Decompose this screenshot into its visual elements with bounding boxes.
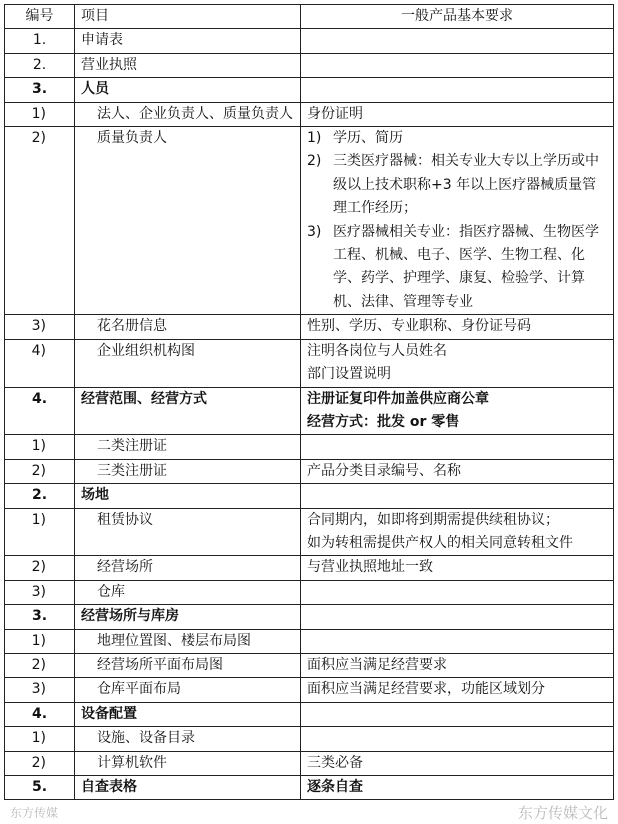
row-requirement [301, 102, 614, 126]
requirement-text: 三类必备 [307, 754, 363, 771]
requirement-text: 面积应当满足经营要求，功能区域划分 [307, 681, 545, 698]
row-item: 质量负责人 [75, 127, 301, 315]
row-number: 3. [5, 605, 75, 629]
watermark-bar [4, 800, 614, 824]
requirement-text: 注明各岗位与人员姓名 [307, 342, 447, 359]
table-row [5, 78, 614, 102]
list-text: 学历、简历 [333, 130, 403, 147]
requirement-list-item [307, 127, 607, 150]
table-row [5, 387, 614, 435]
row-requirement [301, 605, 614, 629]
table-row [5, 702, 614, 726]
row-item: 人员 [75, 78, 301, 102]
row-number: 4) [5, 339, 75, 387]
requirement-text: 产品分类目录编号、名称 [307, 462, 461, 479]
row-number: 2) [5, 459, 75, 483]
row-item: 场地 [75, 484, 301, 508]
row-requirement [301, 435, 614, 459]
row-number: 2. [5, 484, 75, 508]
row-number: 2) [5, 556, 75, 580]
row-number: 5. [5, 776, 75, 800]
table-row [5, 776, 614, 800]
requirement-text-2: 部门设置说明 [307, 366, 391, 383]
row-requirement [301, 339, 614, 387]
table-row [5, 127, 614, 315]
row-item: 仓库平面布局 [75, 678, 301, 702]
table-row [5, 751, 614, 775]
table-row [5, 315, 614, 339]
row-requirement [301, 580, 614, 604]
row-requirement [301, 629, 614, 653]
row-requirement [301, 727, 614, 751]
row-item: 企业组织机构图 [75, 339, 301, 387]
requirement-text: 面积应当满足经营要求 [307, 656, 447, 673]
list-text: 医疗器械相关专业：指医疗器械、生物医学工程、机械、电子、医学、生物工程、化学、药学、护理学、康复、检验学、计算机、法律、管理等专业 [333, 223, 599, 310]
row-number: 3) [5, 315, 75, 339]
requirement-text: 性别、学历、专业职称、身份证号码 [307, 318, 531, 335]
row-item: 二类注册证 [75, 435, 301, 459]
requirement-text: 逐条自查 [307, 779, 363, 795]
header-row [5, 5, 614, 29]
row-item: 经营范围、经营方式 [75, 387, 301, 435]
row-requirement [301, 751, 614, 775]
row-number: 2) [5, 653, 75, 677]
requirement-list-item [307, 150, 607, 220]
row-item: 三类注册证 [75, 459, 301, 483]
row-number: 1) [5, 727, 75, 751]
list-text: 三类医疗器械：相关专业大专以上学历或中级以上技术职称+3 年以上医疗器械质量管理工作经历； [333, 153, 599, 217]
row-item: 设施、设备目录 [75, 727, 301, 751]
table-row [5, 678, 614, 702]
header-no: 编号 [5, 5, 75, 29]
table-row [5, 629, 614, 653]
row-item: 法人、企业负责人、质量负责人 [75, 102, 301, 126]
row-number: 1) [5, 102, 75, 126]
header-item: 项目 [75, 5, 301, 29]
requirements-table [4, 4, 614, 800]
table-row [5, 53, 614, 77]
row-number: 3) [5, 678, 75, 702]
row-item: 营业执照 [75, 53, 301, 77]
table-row [5, 102, 614, 126]
requirement-list-item [307, 221, 607, 315]
row-requirement [301, 556, 614, 580]
row-number: 1) [5, 435, 75, 459]
requirement-text: 身份证明 [307, 105, 363, 122]
table-row [5, 556, 614, 580]
row-item: 经营场所 [75, 556, 301, 580]
list-number: 1) [307, 130, 322, 147]
header-req: 一般产品基本要求 [301, 5, 614, 29]
table-row [5, 435, 614, 459]
watermark-left: 东方传媒 [10, 806, 59, 821]
requirement-text-2: 如为转租需提供产权人的相关同意转租文件 [307, 534, 573, 551]
row-item: 设备配置 [75, 702, 301, 726]
row-number: 2) [5, 127, 75, 315]
row-number: 2. [5, 53, 75, 77]
list-number: 2) [307, 153, 322, 170]
row-number: 1. [5, 29, 75, 53]
row-number: 3) [5, 580, 75, 604]
table-row [5, 29, 614, 53]
row-item: 自查表格 [75, 776, 301, 800]
row-requirement [301, 653, 614, 677]
row-item: 地理位置图、楼层布局图 [75, 629, 301, 653]
requirement-text: 注册证复印件加盖供应商公章 [307, 390, 489, 407]
table-row [5, 580, 614, 604]
row-requirement-list [301, 127, 614, 315]
requirement-text: 合同期内，如即将到期需提供续租协议； [307, 511, 559, 528]
row-requirement [301, 53, 614, 77]
table-row [5, 484, 614, 508]
row-number: 3. [5, 78, 75, 102]
row-requirement [301, 29, 614, 53]
list-number: 3) [307, 223, 322, 240]
table-row [5, 727, 614, 751]
watermark-right: 东方传媒文化 [517, 804, 608, 823]
row-item: 经营场所平面布局图 [75, 653, 301, 677]
row-item: 经营场所与库房 [75, 605, 301, 629]
row-requirement [301, 678, 614, 702]
row-item: 仓库 [75, 580, 301, 604]
row-item: 租赁协议 [75, 508, 301, 556]
row-requirement [301, 702, 614, 726]
requirement-text: 与营业执照地址一致 [307, 559, 433, 576]
row-requirement [301, 508, 614, 556]
row-number: 4. [5, 702, 75, 726]
table-row [5, 653, 614, 677]
row-item: 申请表 [75, 29, 301, 53]
row-requirement [301, 459, 614, 483]
row-number: 4. [5, 387, 75, 435]
row-number: 1) [5, 508, 75, 556]
row-number: 1) [5, 629, 75, 653]
row-requirement [301, 78, 614, 102]
table-row [5, 605, 614, 629]
table-row [5, 508, 614, 556]
row-item: 花名册信息 [75, 315, 301, 339]
row-number: 2) [5, 751, 75, 775]
row-requirement [301, 484, 614, 508]
row-requirement [301, 776, 614, 800]
requirement-text-2: 经营方式：批发 or 零售 [307, 413, 460, 430]
row-requirement [301, 315, 614, 339]
table-row [5, 459, 614, 483]
table-row [5, 339, 614, 387]
row-item: 计算机软件 [75, 751, 301, 775]
row-requirement [301, 387, 614, 435]
